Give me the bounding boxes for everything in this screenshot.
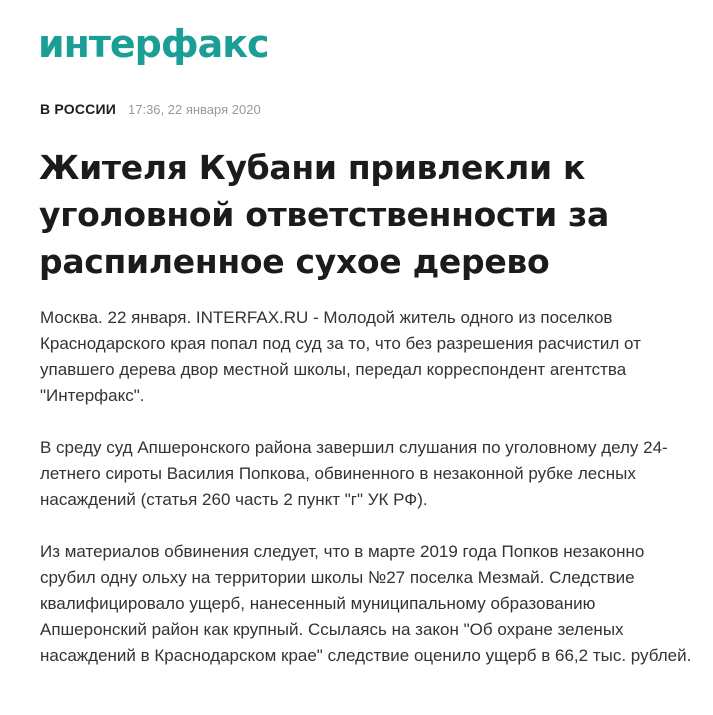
rubric-link[interactable]: В РОССИИ [40,101,116,117]
article-headline: Жителя Кубани привлекли к уголовной ответственности за распиленное сухое дерево [39,148,609,281]
article-body [40,305,700,695]
logo-wordmark: интерфакс [38,22,269,66]
publish-date: 17:36, 22 января 2020 [128,102,261,117]
article-paragraph: Москва. 22 января. INTERFAX.RU - Молодой житель одного из поселков Краснодарского края попал под суд за то, что без разрешения расчистил от упавшего дерева двор местной школы, передал корреспондент агентства "Интерфакс". [40,308,641,405]
site-logo[interactable] [38,14,269,74]
article-meta [40,101,261,117]
article-paragraph: Из материалов обвинения следует, что в марте 2019 года Попков незаконно срубил одну ольху на территории школы №27 поселка Мезмай. Следствие квалифицировало ущерб, нанесенный муниципальному образованию Апшеронский район как крупный. Ссылаясь на закон "Об охране зеленых насаждений в Краснодарском крае" следствие оценило ущерб в 66,2 тыс. рублей. [40,542,692,665]
article-paragraph: В среду суд Апшеронского района завершил слушания по уголовному делу 24-летнего сироты Василия Попкова, обвиненного в незаконной рубке лесных насаждений (статья 260 часть 2 пункт "г" УК РФ). [40,438,668,509]
